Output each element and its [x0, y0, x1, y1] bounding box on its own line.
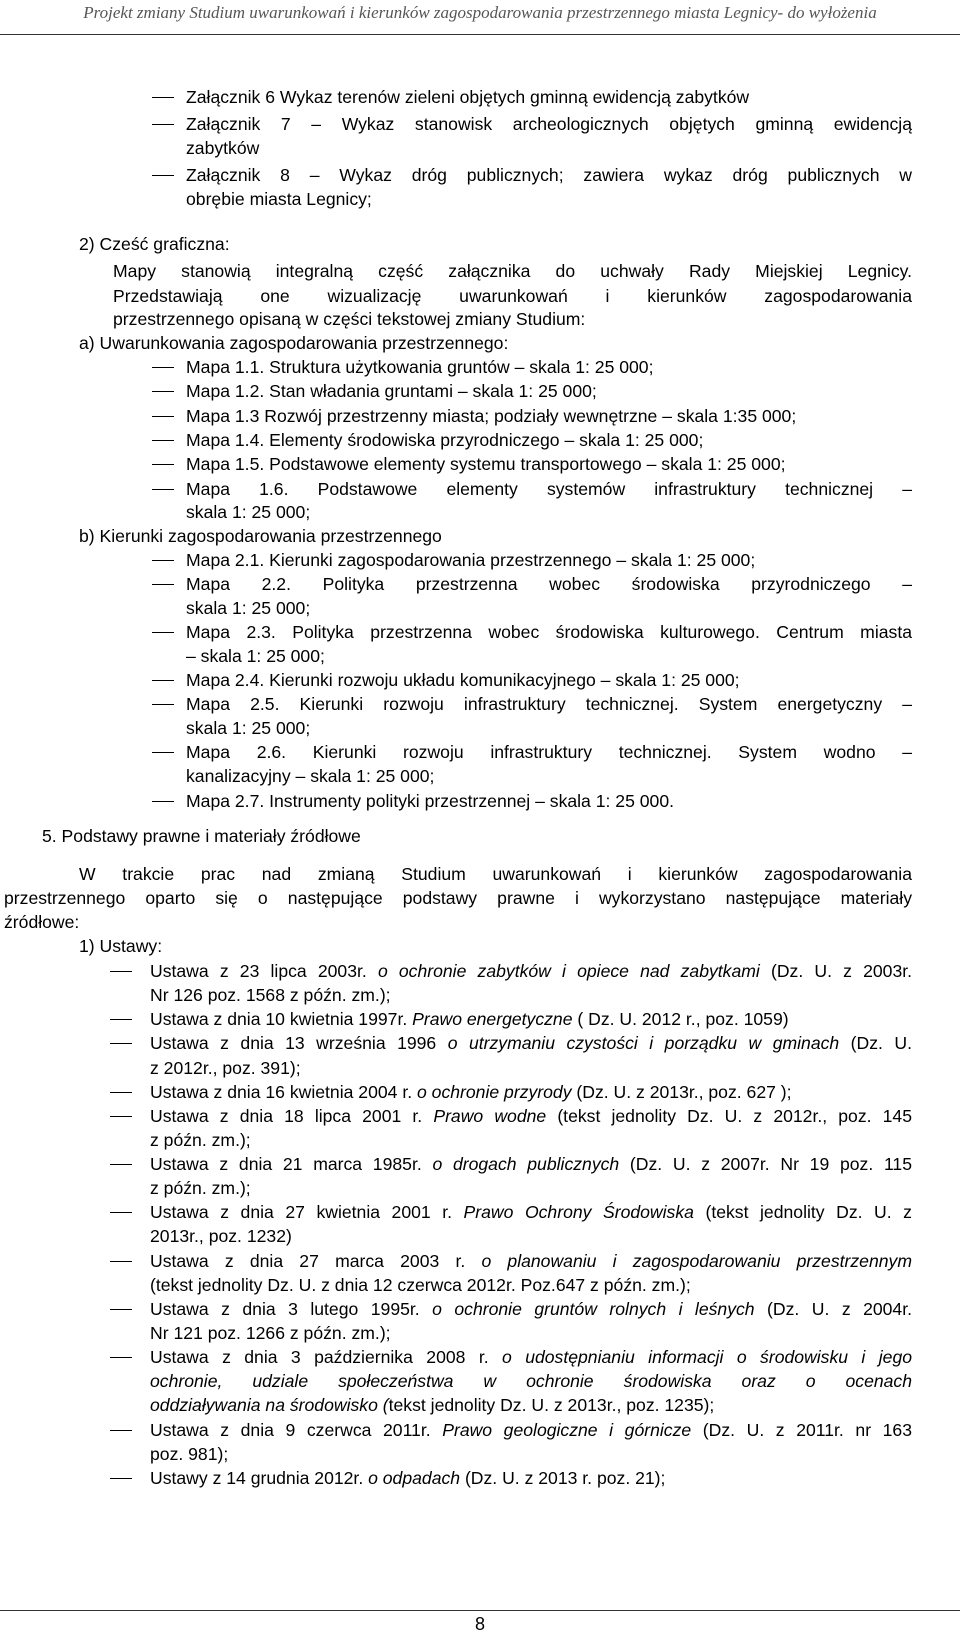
annex-item-line: zabytków: [186, 138, 260, 158]
text-span: Ustawa z dnia 27 marca 2003 r.: [150, 1251, 482, 1271]
bullet-dash: [152, 175, 174, 176]
page-header: [0, 0, 960, 35]
text-span: Ustawa z dnia 21 marca 1985r.: [150, 1154, 433, 1174]
section-5-para-line: przestrzennego oparto się o następujące podstawy prawne i wykorzystano następujące materiały: [4, 888, 912, 908]
text-span: Ustawa z dnia 13 września 1996: [150, 1033, 448, 1053]
bullet-dash: [152, 124, 174, 125]
bullet-dash: [152, 704, 174, 705]
bullet-dash: [110, 1043, 132, 1044]
text-span: Ustawa z dnia 16 kwietnia 2004 r.: [150, 1082, 417, 1102]
text-span: (Dz. U. z 2013r., poz. 627 );: [571, 1082, 792, 1102]
bullet-dash: [152, 97, 174, 98]
map-item-line: Mapa 2.7. Instrumenty polityki przestrzennej – skala 1: 25 000.: [186, 791, 674, 811]
italic-title: Prawo wodne: [433, 1106, 547, 1126]
map-item-line: Mapa 1.5. Podstawowe elementy systemu transportowego – skala 1: 25 000;: [186, 454, 786, 474]
italic-title: ochronie, udziale społeczeństwa w ochronie środowiska oraz o ocenach: [150, 1371, 912, 1391]
subheading-b: b) Kierunki zagospodarowania przestrzennego: [79, 526, 442, 546]
law-item-line: [150, 983, 391, 1007]
bullet-dash: [110, 1212, 132, 1213]
text-span: Ustawa z dnia 3 lutego 1995r.: [150, 1299, 433, 1319]
italic-title: o planowaniu i zagospodarowaniu przestrzennym: [481, 1251, 912, 1271]
bullet-dash: [152, 464, 174, 465]
bullet-dash: [110, 1092, 132, 1093]
header-text: Projekt zmiany Studium uwarunkowań i kierunków zagospodarowania przestrzennego miasta Legnicy- do wyłożenia: [83, 3, 877, 22]
italic-title: Prawo energetyczne: [412, 1009, 573, 1029]
text-span: Nr 126 poz. 1568 z późn. zm.);: [150, 985, 391, 1005]
text-span: (Dz. U. z 2011r. nr 163: [691, 1420, 912, 1440]
map-item-line: skala 1: 25 000;: [186, 598, 311, 618]
law-item-line: [150, 1176, 251, 1200]
annex-item-line: Załącznik 7 – Wykaz stanowisk archeologicznych objętych gminną ewidencją: [186, 114, 912, 134]
italic-title: o udostępnianiu informacji o środowisku i jego: [502, 1347, 913, 1367]
law-item-line: [150, 1273, 691, 1297]
section-5-para-line: źródłowe:: [4, 912, 80, 932]
section-heading-graphic: 2) Cześć graficzna:: [79, 234, 230, 254]
law-item-line: [150, 1007, 789, 1031]
bullet-dash: [110, 1116, 132, 1117]
italic-title: o drogach publicznych: [432, 1154, 620, 1174]
bullet-dash: [110, 1164, 132, 1165]
map-item-line: kanalizacyjny – skala 1: 25 000;: [186, 766, 435, 786]
bullet-dash: [152, 632, 174, 633]
annex-item-line: Załącznik 8 – Wykaz dróg publicznych; zawiera wykaz dróg publicznych w: [186, 165, 912, 185]
text-span: Ustawa z dnia 9 czerwca 2011r.: [150, 1420, 443, 1440]
bullet-dash: [110, 1309, 132, 1310]
map-item-line: Mapa 1.2. Stan władania gruntami – skala 1: 25 000;: [186, 381, 597, 401]
bullet-dash: [152, 680, 174, 681]
graphic-intro-line: Przedstawiają one wizualizację uwarunkowań i kierunków zagospodarowania: [113, 286, 912, 306]
section-5-heading: 5. Podstawy prawne i materiały źródłowe: [42, 826, 361, 846]
italic-title: Prawo Ochrony Środowiska: [463, 1202, 694, 1222]
law-item-line: [150, 1031, 912, 1055]
text-span: Ustawy z 14 grudnia 2012r.: [150, 1468, 369, 1488]
text-span: z późn. zm.);: [150, 1130, 251, 1150]
bullet-dash: [152, 584, 174, 585]
text-span: (tekst jednolity Dz. U. z dnia 12 czerwca 2012r. Poz.647 z późn. zm.);: [150, 1275, 691, 1295]
map-item-line: Mapa 2.2. Polityka przestrzenna wobec środowiska przyrodniczego –: [186, 574, 912, 594]
bullet-dash: [110, 1357, 132, 1358]
law-item-line: [150, 1128, 251, 1152]
text-span: Ustawa z 23 lipca 2003r.: [150, 961, 378, 981]
map-item-line: Mapa 2.5. Kierunki rozwoju infrastruktury technicznej. System energetyczny –: [186, 694, 912, 714]
text-span: poz. 981);: [150, 1444, 229, 1464]
map-item-line: – skala 1: 25 000;: [186, 646, 325, 666]
law-item-line: [150, 959, 912, 983]
text-span: (tekst jednolity Dz. U. z: [693, 1202, 912, 1222]
italic-title: Prawo geologiczne i górnicze: [442, 1420, 692, 1440]
text-span: Ustawa z dnia 3 października 2008 r.: [150, 1347, 503, 1367]
text-span: Nr 121 poz. 1266 z późn. zm.);: [150, 1323, 391, 1343]
law-item-line: [150, 1418, 912, 1442]
law-item-line: [150, 1369, 912, 1393]
bullet-dash: [152, 391, 174, 392]
law-item-line: [150, 1056, 301, 1080]
text-span: (Dz. U. z 2004r.: [754, 1299, 912, 1319]
subheading-a: a) Uwarunkowania zagospodarowania przestrzennego:: [79, 333, 509, 353]
text-span: Ustawa z dnia 18 lipca 2001 r.: [150, 1106, 434, 1126]
italic-title: o ochronie gruntów rolnych i leśnych: [432, 1299, 755, 1319]
map-item-line: Mapa 2.4. Kierunki rozwoju układu komunikacyjnego – skala 1: 25 000;: [186, 670, 740, 690]
laws-heading: 1) Ustawy:: [79, 936, 163, 956]
bullet-dash: [152, 489, 174, 490]
law-item-line: [150, 1393, 714, 1417]
bullet-dash: [152, 801, 174, 802]
italic-title: o ochronie zabytków i opiece nad zabytkami: [377, 961, 760, 981]
law-item-line: [150, 1442, 228, 1466]
text-span: (Dz. U. z 2003r.: [759, 961, 913, 981]
bullet-dash: [152, 560, 174, 561]
bullet-dash: [110, 1430, 132, 1431]
text-span: z późn. zm.);: [150, 1178, 251, 1198]
text-span: ( Dz. U. 2012 r., poz. 1059): [572, 1009, 789, 1029]
map-item-line: Mapa 1.3 Rozwój przestrzenny miasta; podziały wewnętrzne – skala 1:35 000;: [186, 406, 797, 426]
text-span: (Dz. U. z 2007r. Nr 19 poz. 115: [619, 1154, 912, 1174]
law-item-line: [150, 1466, 665, 1490]
annex-item-line: Załącznik 6 Wykaz terenów zieleni objętych gminną ewidencją zabytków: [186, 87, 750, 107]
bullet-dash: [152, 416, 174, 417]
annex-item-line: obrębie miasta Legnicy;: [186, 189, 372, 209]
bullet-dash: [152, 440, 174, 441]
map-item-line: skala 1: 25 000;: [186, 502, 311, 522]
text-span: z 2012r., poz. 391);: [150, 1058, 301, 1078]
italic-title: oddziaływania na środowisko (: [150, 1395, 389, 1415]
italic-title: o utrzymaniu czystości i porządku w gminach: [447, 1033, 840, 1053]
text-span: Ustawa z dnia 10 kwietnia 1997r.: [150, 1009, 413, 1029]
law-item-line: [150, 1224, 292, 1248]
graphic-intro-line: Mapy stanowią integralną część załącznika do uchwały Rady Miejskiej Legnicy.: [113, 261, 912, 281]
law-item-line: [150, 1321, 391, 1345]
section-5-para-line: W trakcie prac nad zmianą Studium uwarunkowań i kierunków zagospodarowania: [79, 864, 912, 884]
text-span: (Dz. U.: [839, 1033, 912, 1053]
italic-title: o odpadach: [368, 1468, 461, 1488]
map-item-line: Mapa 1.4. Elementy środowiska przyrodniczego – skala 1: 25 000;: [186, 430, 704, 450]
italic-title: o ochronie przyrody: [417, 1082, 572, 1102]
graphic-intro-line: przestrzennego opisaną w części tekstowej zmiany Studium:: [113, 309, 586, 329]
text-span: (tekst jednolity Dz. U. z 2012r., poz. 145: [546, 1106, 912, 1126]
bullet-dash: [152, 752, 174, 753]
bullet-dash: [110, 971, 132, 972]
map-item-line: skala 1: 25 000;: [186, 718, 311, 738]
page-number: 8: [474, 1614, 485, 1634]
map-item-line: Mapa 2.6. Kierunki rozwoju infrastruktury technicznej. System wodno –: [186, 742, 912, 762]
bullet-dash: [110, 1478, 132, 1479]
bullet-dash: [110, 1261, 132, 1262]
law-item-line: [150, 1152, 912, 1176]
text-span: 2013r., poz. 1232): [150, 1226, 292, 1246]
law-item-line: [150, 1080, 792, 1104]
law-item-line: [150, 1297, 912, 1321]
law-item-line: [150, 1200, 912, 1224]
map-item-line: Mapa 2.3. Polityka przestrzenna wobec środowiska kulturowego. Centrum miasta: [186, 622, 912, 642]
law-item-line: [150, 1104, 912, 1128]
map-item-line: Mapa 1.6. Podstawowe elementy systemów infrastruktury technicznej –: [186, 479, 912, 499]
text-span: (Dz. U. z 2013 r. poz. 21);: [460, 1468, 666, 1488]
map-item-line: Mapa 1.1. Struktura użytkowania gruntów – skala 1: 25 000;: [186, 357, 654, 377]
text-span: tekst jednolity Dz. U. z 2013r., poz. 1235);: [388, 1395, 715, 1415]
law-item-line: [150, 1345, 912, 1369]
text-span: Ustawa z dnia 27 kwietnia 2001 r.: [150, 1202, 464, 1222]
law-item-line: [150, 1249, 912, 1273]
bullet-dash: [152, 367, 174, 368]
bullet-dash: [110, 1019, 132, 1020]
map-item-line: Mapa 2.1. Kierunki zagospodarowania przestrzennego – skala 1: 25 000;: [186, 550, 756, 570]
